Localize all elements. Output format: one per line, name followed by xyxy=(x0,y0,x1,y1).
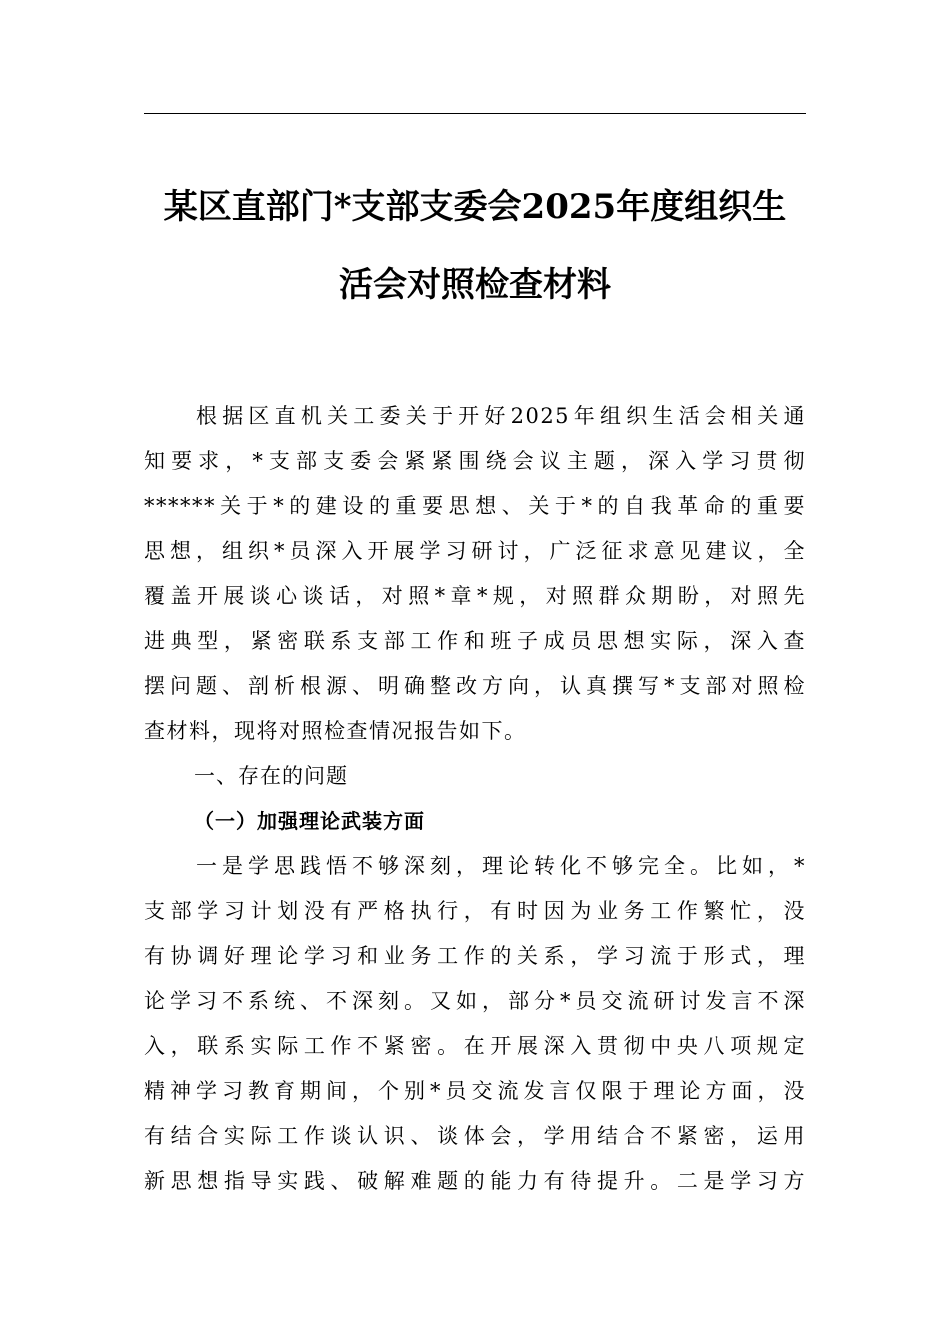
intro-line: 覆盖开展谈心谈话，对照*章*规，对照群众期盼，对照先 xyxy=(144,584,806,608)
intro-paragraph xyxy=(144,394,806,754)
document-body xyxy=(144,394,806,1204)
body-line: 有协调好理论学习和业务工作的关系，学习流于形式，理 xyxy=(144,944,806,968)
subsection-paragraph xyxy=(144,844,806,1204)
body-line: 新思想指导实践、破解难题的能力有待提升。二是学习方 xyxy=(144,1169,806,1193)
intro-line: 查材料，现将对照检查情况报告如下。 xyxy=(144,719,527,743)
title-line-1: 某区直部门*支部支委会2025年度组织生 xyxy=(163,187,787,227)
subsection-heading: （一）加强理论武装方面 xyxy=(194,809,425,833)
body-line: 有结合实际工作谈认识、谈体会，学用结合不紧密，运用 xyxy=(144,1124,806,1148)
document-title xyxy=(144,168,806,324)
intro-line: 思想，组织*员深入开展学习研讨，广泛征求意见建议，全 xyxy=(144,539,806,563)
body-line: 论学习不系统、不深刻。又如，部分*员交流研讨发言不深 xyxy=(144,989,806,1013)
intro-line: 进典型，紧密联系支部工作和班子成员思想实际，深入查 xyxy=(144,629,806,653)
intro-line: ******关于*的建设的重要思想、关于*的自我革命的重要 xyxy=(144,494,806,518)
intro-line: 根据区直机关工委关于开好2025年组织生活会相关通 xyxy=(196,404,806,428)
body-line: 一是学思践悟不够深刻，理论转化不够完全。比如，* xyxy=(196,854,806,878)
header-rule xyxy=(144,113,806,114)
body-line: 精神学习教育期间，个别*员交流发言仅限于理论方面，没 xyxy=(144,1079,806,1103)
section-heading: 一、存在的问题 xyxy=(194,764,348,788)
title-line-2: 活会对照检查材料 xyxy=(339,265,611,305)
intro-line: 知要求，*支部支委会紧紧围绕会议主题，深入学习贯彻 xyxy=(144,449,806,473)
body-line: 入，联系实际工作不紧密。在开展深入贯彻中央八项规定 xyxy=(144,1034,806,1058)
body-line: 支部学习计划没有严格执行，有时因为业务工作繁忙，没 xyxy=(144,899,806,923)
intro-line: 摆问题、剖析根源、明确整改方向，认真撰写*支部对照检 xyxy=(144,674,806,698)
